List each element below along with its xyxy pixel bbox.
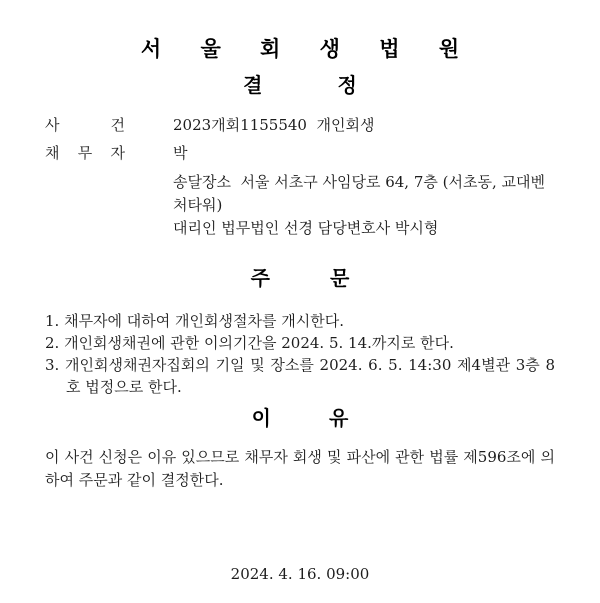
decision-title-char-right: 정: [337, 73, 357, 97]
reason-title-char-right: 유: [329, 406, 349, 430]
order-title-char-left: 주: [250, 266, 270, 290]
debtor-label: [45, 141, 125, 165]
party-details-block: [173, 171, 555, 240]
court-name: 서 울 회 생 법 원: [140, 37, 476, 61]
debtor-label-char: 자: [110, 144, 125, 162]
reason-section-title: [45, 406, 555, 430]
case-label-char: 사: [45, 116, 60, 134]
debtor-row: [45, 141, 555, 165]
order-section-title: [45, 266, 555, 290]
order-item-1: 1. 채무자에 대하여 개인회생절차를 개시한다.: [45, 312, 344, 330]
debtor-value: 박: [173, 144, 188, 162]
case-info-section: [45, 113, 555, 240]
reason-title-char-left: 이: [251, 406, 271, 430]
service-address-line: 송달장소 서울 서초구 사임당로 64, 7층 (서초동, 교대벤처타워): [173, 173, 545, 214]
reason-text: 이 사건 신청은 이유 있으므로 채무자 회생 및 파산에 관한 법률 제596조에 의하여 주문과 같이 결정한다.: [45, 448, 555, 489]
case-label-char: 건: [110, 116, 125, 134]
case-number-label: [45, 113, 125, 137]
order-item-2: 2. 개인회생채권에 관한 이의기간을 2024. 5. 14.까지로 한다.: [45, 334, 454, 352]
decision-title-char-left: 결: [243, 73, 263, 97]
decision-title: [45, 73, 555, 97]
order-item-3: 3. 개인회생채권자집회의 기일 및 장소를 2024. 6. 5. 14:30 제4별관 3층 8호 법정으로 한다.: [45, 356, 555, 396]
attorney-line: 대리인 법무법인 선경 담당변호사 박시형: [173, 219, 439, 237]
debtor-label-char: 채: [45, 144, 60, 162]
case-number-row: [45, 113, 555, 137]
order-title-char-right: 문: [330, 266, 350, 290]
case-number-value: 2023개회1155540 개인회생: [173, 116, 375, 134]
decision-datetime: 2024. 4. 16. 09:00: [230, 565, 370, 583]
order-items-list: [45, 310, 555, 398]
debtor-label-char: 무: [77, 144, 93, 162]
